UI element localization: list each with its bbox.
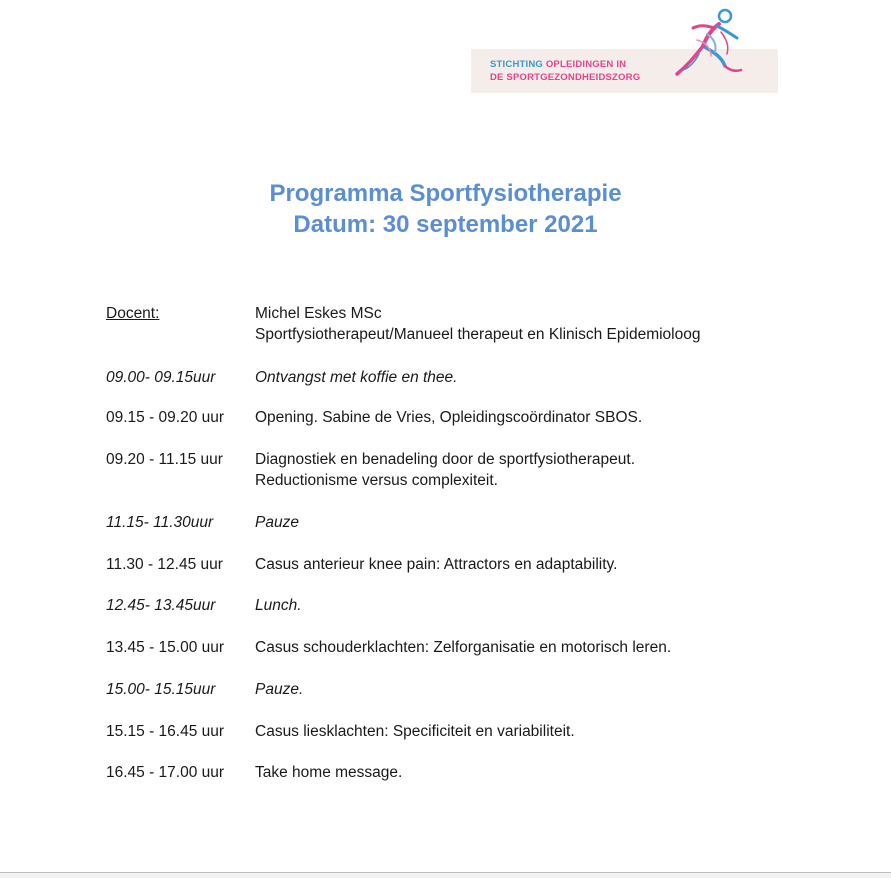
- organization-logo: [471, 0, 778, 93]
- schedule-description: Reductionisme versus complexiteit.: [255, 472, 498, 489]
- docent-role: Sportfysiotherapeut/Manueel therapeut en Klinisch Epidemioloog: [255, 326, 701, 343]
- schedule-description: Ontvangst met koffie en thee.: [255, 369, 458, 386]
- title-line2: Datum: 30 september 2021: [293, 211, 598, 238]
- schedule-description: Lunch.: [255, 597, 302, 614]
- logo-line1-part2: OPLEIDINGEN IN: [545, 59, 627, 70]
- schedule-time: 11.30 - 12.45 uur: [106, 556, 223, 573]
- docent-info: [255, 303, 815, 345]
- schedule-description: Diagnostiek en benadeling door de sportfysiotherapeut.: [255, 451, 636, 468]
- schedule-time: 13.45 - 15.00 uur: [106, 639, 225, 656]
- schedule-description: Pauze: [255, 514, 299, 531]
- schedule-time: 09.15 - 09.20 uur: [106, 409, 225, 426]
- schedule-time: 15.15 - 16.45 uur: [106, 723, 225, 740]
- docent-name: Michel Eskes MSc: [255, 305, 382, 322]
- schedule-time: 15.00- 15.15uur: [106, 681, 216, 698]
- logo-text: [490, 58, 640, 84]
- page-title: [0, 178, 891, 240]
- schedule-time: 09.20 - 11.15 uur: [106, 451, 223, 468]
- schedule-description: Casus anterieur knee pain: Attractors en adaptability.: [255, 556, 618, 573]
- runner-icon: [667, 4, 757, 84]
- logo-line1-part1: STICHTING: [490, 59, 543, 70]
- title-line1: Programma Sportfysiotherapie: [269, 180, 622, 207]
- schedule-time: 09.00- 09.15uur: [106, 369, 216, 386]
- schedule-description: Opening. Sabine de Vries, Opleidingscoördinator SBOS.: [255, 409, 643, 426]
- schedule-time: 16.45 - 17.00 uur: [106, 764, 225, 781]
- schedule-description: Take home message.: [255, 764, 403, 781]
- logo-line2: DE SPORTGEZONDHEIDSZORG: [490, 72, 641, 83]
- schedule-time: 11.15- 11.30uur: [106, 514, 214, 531]
- page-bottom-edge: [0, 872, 891, 878]
- schedule-description: Pauze.: [255, 681, 304, 698]
- docent-label: Docent:: [106, 305, 160, 322]
- schedule-description: Casus schouderklachten: Zelforganisatie en motorisch leren.: [255, 639, 672, 656]
- schedule-description: Casus liesklachten: Specificiteit en variabiliteit.: [255, 723, 575, 740]
- schedule-time: 12.45- 13.45uur: [106, 597, 216, 614]
